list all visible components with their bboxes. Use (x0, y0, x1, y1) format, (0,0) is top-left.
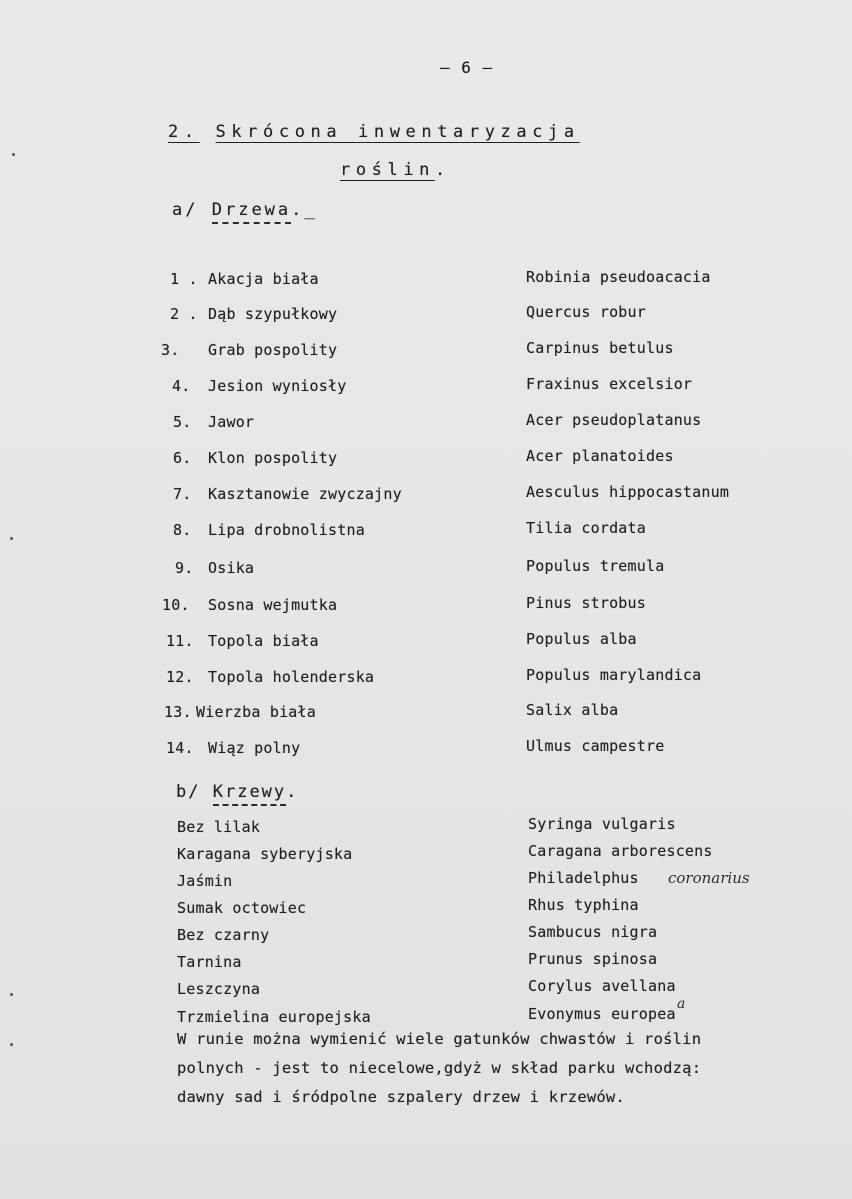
shrub-common-name: Jaśmin (177, 872, 233, 890)
tree-number: 13. (164, 703, 192, 721)
tree-latin-name: Tilia cordata (526, 519, 646, 537)
tree-latin-name: Salix alba (526, 701, 619, 719)
tree-latin-name: Carpinus betulus (526, 339, 674, 357)
tree-common-name: Wiąz polny (208, 739, 301, 757)
handwritten-annotation: coronarius (668, 869, 750, 887)
tree-number: 6. (173, 449, 192, 467)
tree-common-name: Sosna wejmutka (208, 596, 338, 614)
tree-number: 2 . (170, 305, 198, 323)
section-b-suffix: . (286, 782, 299, 802)
shrub-common-name: Tarnina (177, 953, 242, 971)
margin-mark (10, 993, 13, 996)
tree-common-name: Jesion wyniosły (208, 377, 347, 395)
tree-latin-name: Ulmus campestre (526, 737, 665, 755)
prose-line: dawny sad i śródpolne szpalery drzew i krzewów. (177, 1088, 625, 1106)
tree-number: 3. (161, 341, 180, 359)
tree-number: 4. (172, 377, 191, 395)
section-heading-trees (172, 200, 318, 220)
shrub-latin-name: Philadelphus (528, 869, 639, 887)
shrub-latin-name: Syringa vulgaris (528, 815, 676, 833)
section-a-suffix: ._ (291, 200, 318, 220)
title-line-2-suffix: . (435, 160, 451, 180)
title-line-1: Skrócona inwentaryzacja (215, 122, 580, 142)
tree-number: 1 . (170, 270, 198, 288)
section-a-title: Drzewa (212, 200, 291, 224)
tree-common-name: Dąb szypułkowy (208, 305, 338, 323)
tree-number: 7. (173, 485, 192, 503)
shrub-latin-name: Caragana arborescens (528, 842, 713, 860)
section-b-prefix: b/ (176, 782, 201, 802)
page-number: — 6 — (440, 58, 494, 77)
page-title (168, 122, 580, 142)
shrub-common-name: Trzmielina europejska (177, 1008, 371, 1026)
margin-mark (10, 1043, 13, 1046)
page-title-continued (340, 160, 451, 180)
tree-latin-name: Robinia pseudoacacia (526, 268, 711, 286)
prose-line: W runie można wymienić wiele gatunków chwastów i roślin (177, 1030, 702, 1048)
tree-common-name: Jawor (208, 413, 255, 431)
tree-latin-name: Fraxinus excelsior (526, 375, 693, 393)
tree-common-name: Akacja biała (208, 270, 319, 288)
tree-number: 8. (173, 521, 192, 539)
section-heading-shrubs (176, 782, 298, 802)
tree-common-name: Klon pospolity (208, 449, 338, 467)
tree-number: 12. (166, 668, 194, 686)
handwritten-correction: a (677, 996, 686, 1012)
tree-latin-name: Acer pseudoplatanus (526, 411, 702, 429)
shrub-latin-name: Corylus avellana (528, 977, 676, 995)
tree-number: 14. (166, 739, 194, 757)
shrub-common-name: Bez lilak (177, 818, 261, 836)
tree-latin-name: Populus marylandica (526, 666, 702, 684)
prose-line: polnych - jest to niecelowe,gdyż w skład parku wchodzą: (177, 1059, 702, 1077)
shrub-latin-name: Evonymus europea (528, 1005, 676, 1023)
tree-latin-name: Acer planatoides (526, 447, 674, 465)
tree-number: 5. (173, 413, 192, 431)
tree-latin-name: Populus tremula (526, 557, 665, 575)
shrub-common-name: Karagana syberyjska (177, 845, 353, 863)
section-number: 2. (168, 122, 200, 142)
shrub-latin-name: Prunus spinosa (528, 950, 658, 968)
margin-mark (10, 537, 13, 540)
tree-common-name: Kasztanowie zwyczajny (208, 485, 402, 503)
shrub-common-name: Leszczyna (177, 980, 261, 998)
tree-latin-name: Pinus strobus (526, 594, 646, 612)
tree-common-name: Grab pospolity (208, 341, 338, 359)
tree-latin-name: Populus alba (526, 630, 637, 648)
margin-mark (12, 153, 15, 156)
tree-number: 10. (162, 596, 190, 614)
shrub-latin-name: Sambucus nigra (528, 923, 658, 941)
tree-common-name: Topola holenderska (208, 668, 375, 686)
title-line-2: roślin (340, 160, 436, 180)
section-a-prefix: a/ (172, 200, 199, 220)
tree-common-name: Wierzba biała (196, 703, 316, 721)
tree-latin-name: Quercus robur (526, 303, 646, 321)
tree-number: 11. (166, 632, 194, 650)
tree-common-name: Osika (208, 559, 255, 577)
shrub-common-name: Sumak octowiec (177, 899, 307, 917)
shrub-latin-name: Rhus typhina (528, 896, 639, 914)
tree-number: 9. (175, 559, 194, 577)
tree-latin-name: Aesculus hippocastanum (526, 483, 730, 501)
tree-common-name: Topola biała (208, 632, 319, 650)
tree-common-name: Lipa drobnolistna (208, 521, 365, 539)
section-b-title: Krzewy (213, 782, 286, 806)
shrub-common-name: Bez czarny (177, 926, 270, 944)
